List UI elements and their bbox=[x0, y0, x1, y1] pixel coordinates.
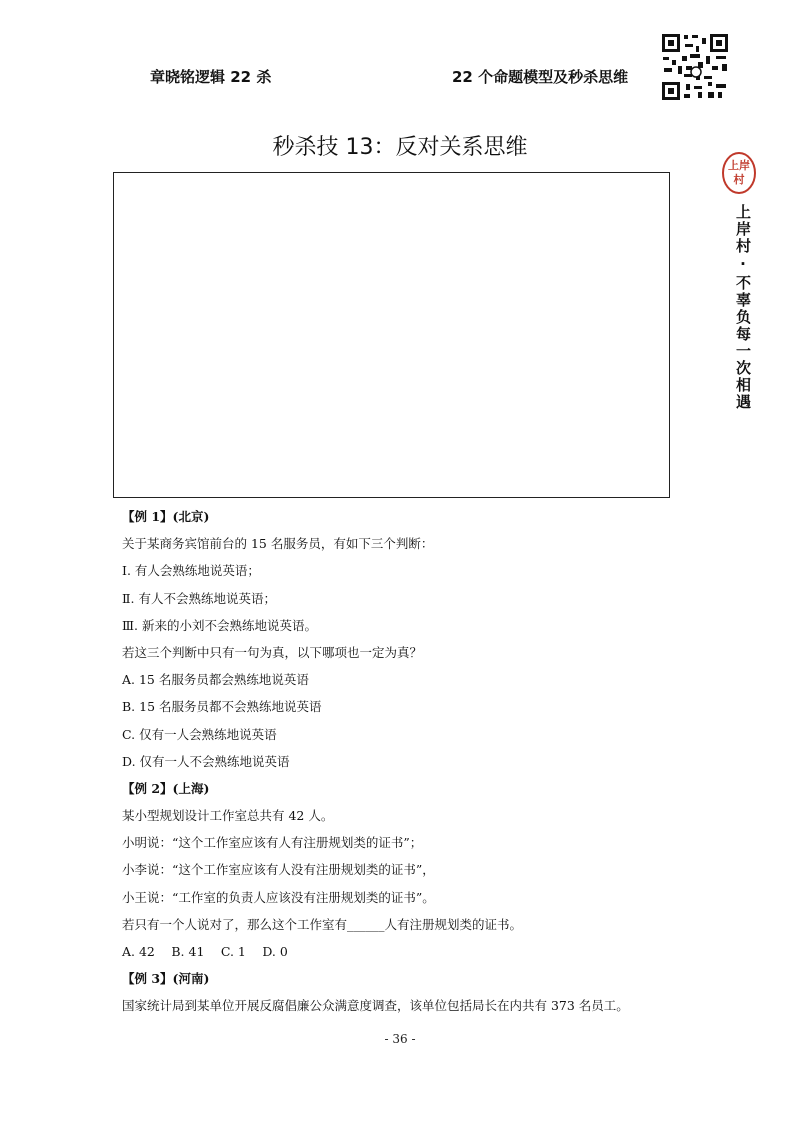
svg-text:村: 村 bbox=[733, 173, 745, 186]
examples-content bbox=[122, 503, 722, 1020]
example-1-heading: 【例 1】(北京) bbox=[122, 509, 210, 524]
example-line: 若只有一个人说对了，那么这个工作室有______人有注册规划类的证书。 bbox=[122, 916, 523, 932]
blank-figure-box bbox=[113, 172, 670, 498]
example-line: 某小型规划设计工作室总共有 42 人。 bbox=[122, 808, 334, 824]
option-c: C. 仅有一人会熟练地说英语 bbox=[122, 726, 277, 742]
options-row: A. 42 B. 41 C. 1 D. 0 bbox=[122, 944, 288, 959]
example-line: Ⅰ. 有人会熟练地说英语； bbox=[122, 563, 260, 579]
page-title: 秒杀技 13：反对关系思维 bbox=[272, 135, 528, 160]
option-a: A. 15 名服务员都会熟练地说英语 bbox=[122, 672, 309, 688]
example-line: 小王说：“工作室的负责人应该没有注册规划类的证书”。 bbox=[122, 889, 435, 905]
svg-text:上岸: 上岸 bbox=[728, 159, 750, 172]
example-3-heading: 【例 3】(河南) bbox=[122, 971, 210, 987]
example-line: 小明说：“这个工作室应该有人有注册规划类的证书”； bbox=[122, 835, 423, 851]
seal-logo-icon bbox=[720, 150, 758, 196]
example-2-heading: 【例 2】(上海) bbox=[122, 780, 210, 796]
page-number: - 36 - bbox=[384, 1032, 416, 1046]
example-line: 关于某商务宾馆前台的 15 名服务员，有如下三个判断： bbox=[122, 536, 434, 552]
option-b: B. 15 名服务员都不会熟练地说英语 bbox=[122, 699, 322, 715]
header-right-title: 22 个命题模型及秒杀思维 bbox=[452, 68, 629, 86]
example-line: 小李说：“这个工作室应该有人没有注册规划类的证书”， bbox=[122, 862, 435, 878]
example-line: Ⅱ. 有人不会熟练地说英语； bbox=[122, 590, 276, 606]
header-left-title: 章晓铭逻辑 22 杀 bbox=[150, 68, 272, 86]
example-line: 若这三个判断中只有一句为真，以下哪项也一定为真？ bbox=[122, 644, 423, 660]
option-d: D. 仅有一人不会熟练地说英语 bbox=[122, 753, 290, 769]
example-line: Ⅲ. 新来的小刘不会熟练地说英语。 bbox=[122, 617, 318, 633]
qr-code-icon bbox=[660, 32, 730, 102]
example-line: 国家统计局到某单位开展反腐倡廉公众满意度调查，该单位包括局长在内共有 373 名员工。 bbox=[122, 998, 629, 1014]
side-motto: 上岸村·不辜负每一次相遇 bbox=[734, 204, 752, 411]
